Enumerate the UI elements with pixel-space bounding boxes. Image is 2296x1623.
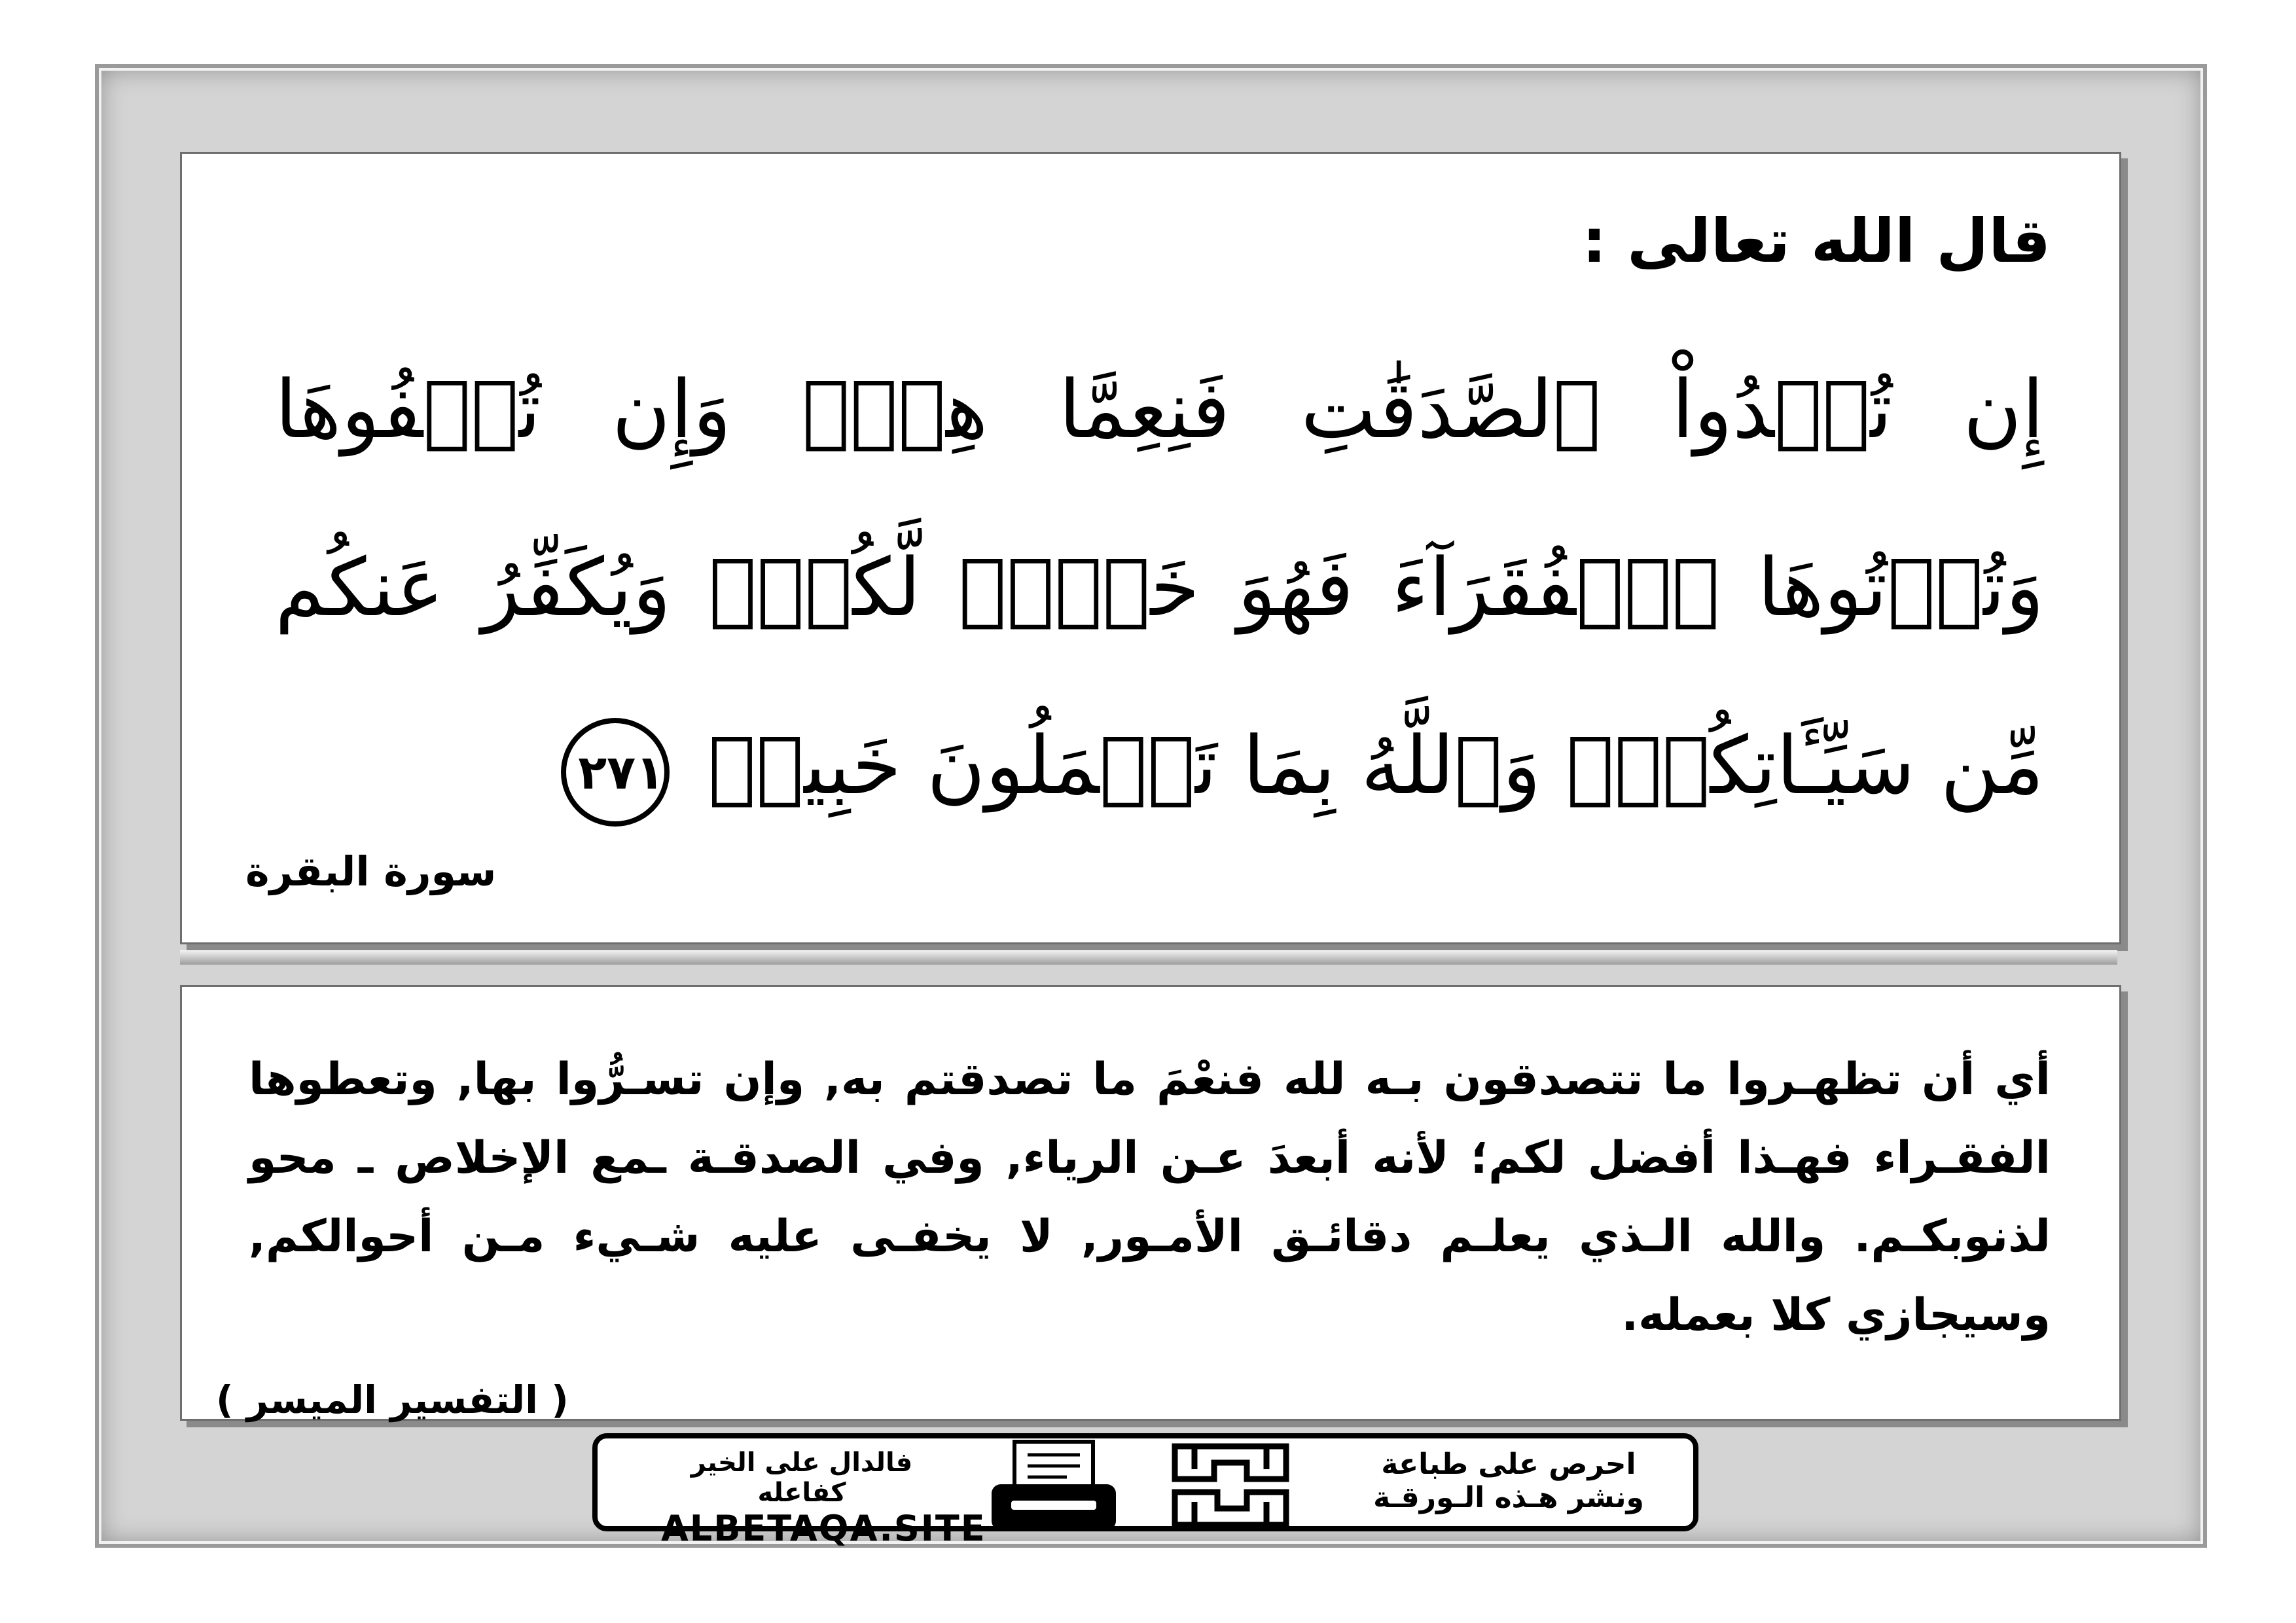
footer-motto: فالدال على الخير كفاعله <box>691 1448 913 1508</box>
footer-appeal-line2: ونشر هـذه الـورقـة <box>1373 1481 1644 1514</box>
footer-website[interactable]: ALBETAQA.SITE <box>661 1508 986 1549</box>
heading: قال الله تعالى : <box>1582 206 2051 276</box>
footer-appeal-line1: احرص على طباعة <box>1381 1448 1636 1481</box>
footer-appeal-block <box>1365 1448 1653 1514</box>
panel-divider <box>180 950 2117 965</box>
tafsir-text: أي أن تظهـروا ما تتصدقون بـه لله فنعْمَ ما تصدقتم به, وإن تسـرُّوا بها, وتعطوها الفقـراء فهـذا أفضل لكم؛ لأنه أبعدَ عـن الرياء, وفي الصدقـة ـمع الإخلاص ـ محو لذنوبكـم. والله الـذي يعلـم دقائـق الأمـور, لا يخفـى عليه شـيء مـن أحوالكم, وسيجازي كلا بعمله. <box>249 1054 2051 1341</box>
verse-text: إِن تُبۡدُواْ ٱلصَّدَقَٰتِ فَنِعِمَّا هِيَۖ وَإِن تُخۡفُوهَا وَتُؤۡتُوهَا ٱلۡفُقَرَآءَ فَهُوَ خَيۡرٞ لَّكُمۡۚ وَيُكَفِّرُ عَنكُم مِّن سَيِّـَٔاتِكُمۡۗ وَٱللَّهُ بِمَا تَعۡمَلُونَ خَبِيرٞ <box>275 363 2044 812</box>
printer-icon <box>988 1438 1119 1533</box>
quran-verse <box>275 321 2044 855</box>
verse-number-badge: ٢٧١ <box>561 718 670 827</box>
tafsir-source: ( التفسير الميسر ) <box>216 1378 569 1422</box>
dawat-alwaraqa-logo-icon <box>1168 1440 1293 1531</box>
surah-name: سورة البقرة <box>245 847 497 895</box>
footer-website-block <box>661 1448 986 1549</box>
